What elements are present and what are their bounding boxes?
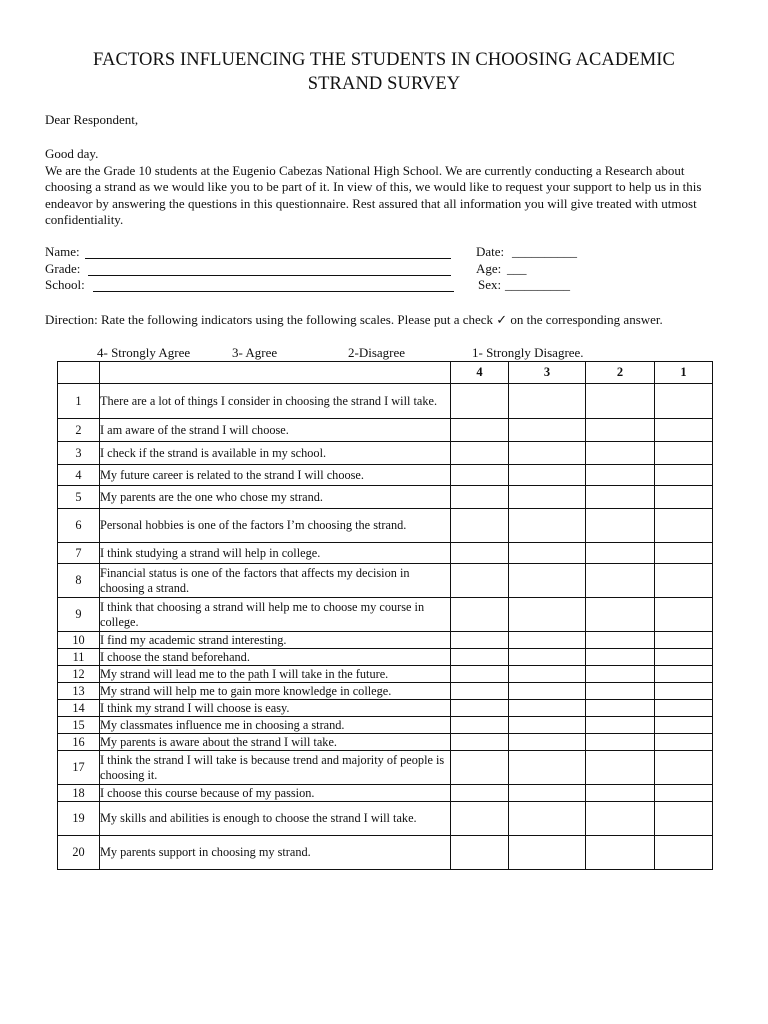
- indicator-text: I check if the strand is available in my school.: [100, 442, 451, 465]
- rating-cell-3[interactable]: [509, 683, 586, 700]
- table-row: [58, 785, 713, 802]
- rating-cell-4[interactable]: [451, 683, 509, 700]
- indicator-text: Personal hobbies is one of the factors I’m choosing the strand.: [100, 509, 451, 543]
- rating-cell-4[interactable]: [451, 509, 509, 543]
- indicator-text: I find my academic strand interesting.: [100, 632, 451, 649]
- rating-cell-1[interactable]: [655, 632, 713, 649]
- rating-cell-2[interactable]: [586, 598, 655, 632]
- table-row: [58, 442, 713, 465]
- row-number: 1: [58, 384, 100, 419]
- header-4: 4: [451, 362, 509, 384]
- rating-cell-1[interactable]: [655, 509, 713, 543]
- table-row: [58, 734, 713, 751]
- rating-cell-2[interactable]: [586, 442, 655, 465]
- scale-agree: 3- Agree: [232, 345, 278, 360]
- row-number: 15: [58, 717, 100, 734]
- rating-cell-2[interactable]: [586, 384, 655, 419]
- row-number: 8: [58, 564, 100, 598]
- rating-cell-2[interactable]: [586, 666, 655, 683]
- indicator-text: I think studying a strand will help in college.: [100, 543, 451, 564]
- indicator-text: There are a lot of things I consider in choosing the strand I will take.: [100, 384, 451, 419]
- row-number: 17: [58, 751, 100, 785]
- age-label: Age:: [476, 261, 502, 276]
- rating-cell-4[interactable]: [451, 384, 509, 419]
- rating-cell-1[interactable]: [655, 384, 713, 419]
- rating-cell-3[interactable]: [509, 751, 586, 785]
- rating-cell-4[interactable]: [451, 836, 509, 870]
- row-number: 4: [58, 465, 100, 486]
- rating-cell-3[interactable]: [509, 666, 586, 683]
- school-field[interactable]: [93, 291, 454, 292]
- row-number: 5: [58, 486, 100, 509]
- indicator-text: My strand will lead me to the path I will take in the future.: [100, 666, 451, 683]
- school-label: School:: [45, 277, 85, 292]
- title-line-2: STRAND SURVEY: [307, 74, 461, 94]
- table-row: [58, 649, 713, 666]
- grade-label: Grade:: [45, 261, 81, 276]
- rating-cell-1[interactable]: [655, 751, 713, 785]
- date-label: Date:: [476, 244, 505, 259]
- rating-cell-3[interactable]: [509, 802, 586, 836]
- rating-cell-4[interactable]: [451, 649, 509, 666]
- row-number: 3: [58, 442, 100, 465]
- rating-cell-3[interactable]: [509, 598, 586, 632]
- rating-cell-3[interactable]: [509, 632, 586, 649]
- rating-cell-1[interactable]: [655, 717, 713, 734]
- indicator-text: I think that choosing a strand will help me to choose my course in college.: [100, 598, 451, 632]
- indicator-text: My future career is related to the strand I will choose.: [100, 465, 451, 486]
- rating-cell-4[interactable]: [451, 598, 509, 632]
- table-row: [58, 683, 713, 700]
- table-row: [58, 836, 713, 870]
- indicator-text: My strand will help me to gain more knowledge in college.: [100, 683, 451, 700]
- indicator-text: My parents is aware about the strand I will take.: [100, 734, 451, 751]
- table-row: [58, 543, 713, 564]
- rating-cell-4[interactable]: [451, 717, 509, 734]
- table-row: [58, 802, 713, 836]
- rating-cell-2[interactable]: [586, 509, 655, 543]
- row-number: 2: [58, 419, 100, 442]
- scale-strongly-disagree: 1- Strongly Disagree.: [472, 345, 584, 360]
- rating-cell-3[interactable]: [509, 465, 586, 486]
- rating-cell-4[interactable]: [451, 751, 509, 785]
- indicator-text: Financial status is one of the factors that affects my decision in choosing a strand.: [100, 564, 451, 598]
- rating-cell-1[interactable]: [655, 598, 713, 632]
- rating-cell-3[interactable]: [509, 564, 586, 598]
- rating-cell-3[interactable]: [509, 419, 586, 442]
- name-label: Name:: [45, 244, 80, 259]
- table-row: [58, 598, 713, 632]
- rating-cell-2[interactable]: [586, 683, 655, 700]
- row-number: 18: [58, 785, 100, 802]
- rating-cell-4[interactable]: [451, 543, 509, 564]
- header-number: [58, 362, 100, 384]
- rating-cell-1[interactable]: [655, 486, 713, 509]
- rating-cell-1[interactable]: [655, 802, 713, 836]
- rating-cell-2[interactable]: [586, 717, 655, 734]
- rating-cell-3[interactable]: [509, 442, 586, 465]
- row-number: 11: [58, 649, 100, 666]
- table-row: [58, 751, 713, 785]
- rating-cell-1[interactable]: [655, 465, 713, 486]
- rating-cell-1[interactable]: [655, 683, 713, 700]
- indicator-text: My classmates influence me in choosing a strand.: [100, 717, 451, 734]
- table-row: [58, 666, 713, 683]
- rating-cell-4[interactable]: [451, 564, 509, 598]
- table-row: [58, 632, 713, 649]
- grade-field[interactable]: [88, 275, 451, 276]
- name-field[interactable]: [85, 258, 451, 259]
- header-2: 2: [586, 362, 655, 384]
- indicator-text: I choose the stand beforehand.: [100, 649, 451, 666]
- intro-paragraph: Good day. We are the Grade 10 students at the Eugenio Cabezas National High School. We are currently conducting a Research about choosing a strand as we would like you to be part of it. In view of this, we would like to request your support to help us in this endeavor by answering the questions in this questionnaire. Rest assured that all information you will give treated with utmost confidentiality.: [45, 146, 702, 227]
- rating-cell-3[interactable]: [509, 734, 586, 751]
- rating-cell-3[interactable]: [509, 700, 586, 717]
- rating-cell-2[interactable]: [586, 486, 655, 509]
- row-number: 20: [58, 836, 100, 870]
- row-number: 14: [58, 700, 100, 717]
- rating-cell-1[interactable]: [655, 564, 713, 598]
- rating-cell-4[interactable]: [451, 666, 509, 683]
- rating-cell-1[interactable]: [655, 649, 713, 666]
- direction-text: Direction: Rate the following indicators using the following scales. Please put a check ✓ on the corresponding answer.: [45, 312, 663, 327]
- rating-cell-1[interactable]: [655, 442, 713, 465]
- rating-cell-2[interactable]: [586, 564, 655, 598]
- rating-cell-4[interactable]: [451, 802, 509, 836]
- sex-label: Sex:: [478, 277, 502, 292]
- rating-cell-4[interactable]: [451, 465, 509, 486]
- rating-cell-4[interactable]: [451, 734, 509, 751]
- rating-cell-3[interactable]: [509, 649, 586, 666]
- rating-cell-4[interactable]: [451, 442, 509, 465]
- rating-cell-2[interactable]: [586, 751, 655, 785]
- scale-strongly-agree: 4- Strongly Agree: [97, 345, 191, 360]
- rating-cell-3[interactable]: [509, 785, 586, 802]
- sex-field[interactable]: __________: [505, 277, 570, 292]
- rating-cell-4[interactable]: [451, 632, 509, 649]
- row-number: 10: [58, 632, 100, 649]
- row-number: 6: [58, 509, 100, 543]
- survey-table: [57, 361, 713, 870]
- rating-cell-3[interactable]: [509, 717, 586, 734]
- rating-cell-3[interactable]: [509, 486, 586, 509]
- rating-cell-2[interactable]: [586, 785, 655, 802]
- rating-cell-1[interactable]: [655, 836, 713, 870]
- rating-cell-1[interactable]: [655, 700, 713, 717]
- rating-cell-2[interactable]: [586, 543, 655, 564]
- rating-cell-2[interactable]: [586, 465, 655, 486]
- rating-cell-2[interactable]: [586, 802, 655, 836]
- rating-cell-4[interactable]: [451, 700, 509, 717]
- header-indicator: [100, 362, 451, 384]
- scale-disagree: 2-Disagree: [348, 345, 406, 360]
- rating-cell-2[interactable]: [586, 734, 655, 751]
- salutation: Dear Respondent,: [45, 112, 139, 127]
- rating-cell-1[interactable]: [655, 785, 713, 802]
- table-row: [58, 486, 713, 509]
- header-1: 1: [655, 362, 713, 384]
- table-row: [58, 717, 713, 734]
- rating-cell-2[interactable]: [586, 700, 655, 717]
- row-number: 9: [58, 598, 100, 632]
- row-number: 12: [58, 666, 100, 683]
- rating-cell-3[interactable]: [509, 509, 586, 543]
- indicator-text: My parents support in choosing my strand.: [100, 836, 451, 870]
- rating-cell-2[interactable]: [586, 649, 655, 666]
- header-3: 3: [509, 362, 586, 384]
- rating-cell-3[interactable]: [509, 384, 586, 419]
- row-number: 13: [58, 683, 100, 700]
- table-row: [58, 465, 713, 486]
- date-field[interactable]: __________: [512, 244, 577, 259]
- rating-cell-2[interactable]: [586, 836, 655, 870]
- survey-title: [40, 48, 728, 96]
- indicator-text: My skills and abilities is enough to choose the strand I will take.: [100, 802, 451, 836]
- rating-cell-2[interactable]: [586, 632, 655, 649]
- indicator-text: I think the strand I will take is because trend and majority of people is choosing it.: [100, 751, 451, 785]
- rating-cell-1[interactable]: [655, 666, 713, 683]
- row-number: 19: [58, 802, 100, 836]
- indicator-text: I am aware of the strand I will choose.: [100, 419, 451, 442]
- row-number: 16: [58, 734, 100, 751]
- rating-cell-1[interactable]: [655, 543, 713, 564]
- rating-cell-1[interactable]: [655, 419, 713, 442]
- rating-cell-2[interactable]: [586, 419, 655, 442]
- indicator-text: I think my strand I will choose is easy.: [100, 700, 451, 717]
- rating-cell-3[interactable]: [509, 543, 586, 564]
- row-number: 7: [58, 543, 100, 564]
- table-row: [58, 564, 713, 598]
- rating-cell-1[interactable]: [655, 734, 713, 751]
- table-row: [58, 419, 713, 442]
- table-header-row: [58, 362, 713, 384]
- indicator-text: My parents are the one who chose my strand.: [100, 486, 451, 509]
- rating-cell-4[interactable]: [451, 419, 509, 442]
- title-line-1: FACTORS INFLUENCING THE STUDENTS IN CHOOSING ACADEMIC: [93, 50, 675, 70]
- rating-cell-3[interactable]: [509, 836, 586, 870]
- rating-cell-4[interactable]: [451, 785, 509, 802]
- table-row: [58, 384, 713, 419]
- table-row: [58, 509, 713, 543]
- table-row: [58, 700, 713, 717]
- indicator-text: I choose this course because of my passion.: [100, 785, 451, 802]
- age-field[interactable]: ___: [507, 261, 527, 276]
- rating-cell-4[interactable]: [451, 486, 509, 509]
